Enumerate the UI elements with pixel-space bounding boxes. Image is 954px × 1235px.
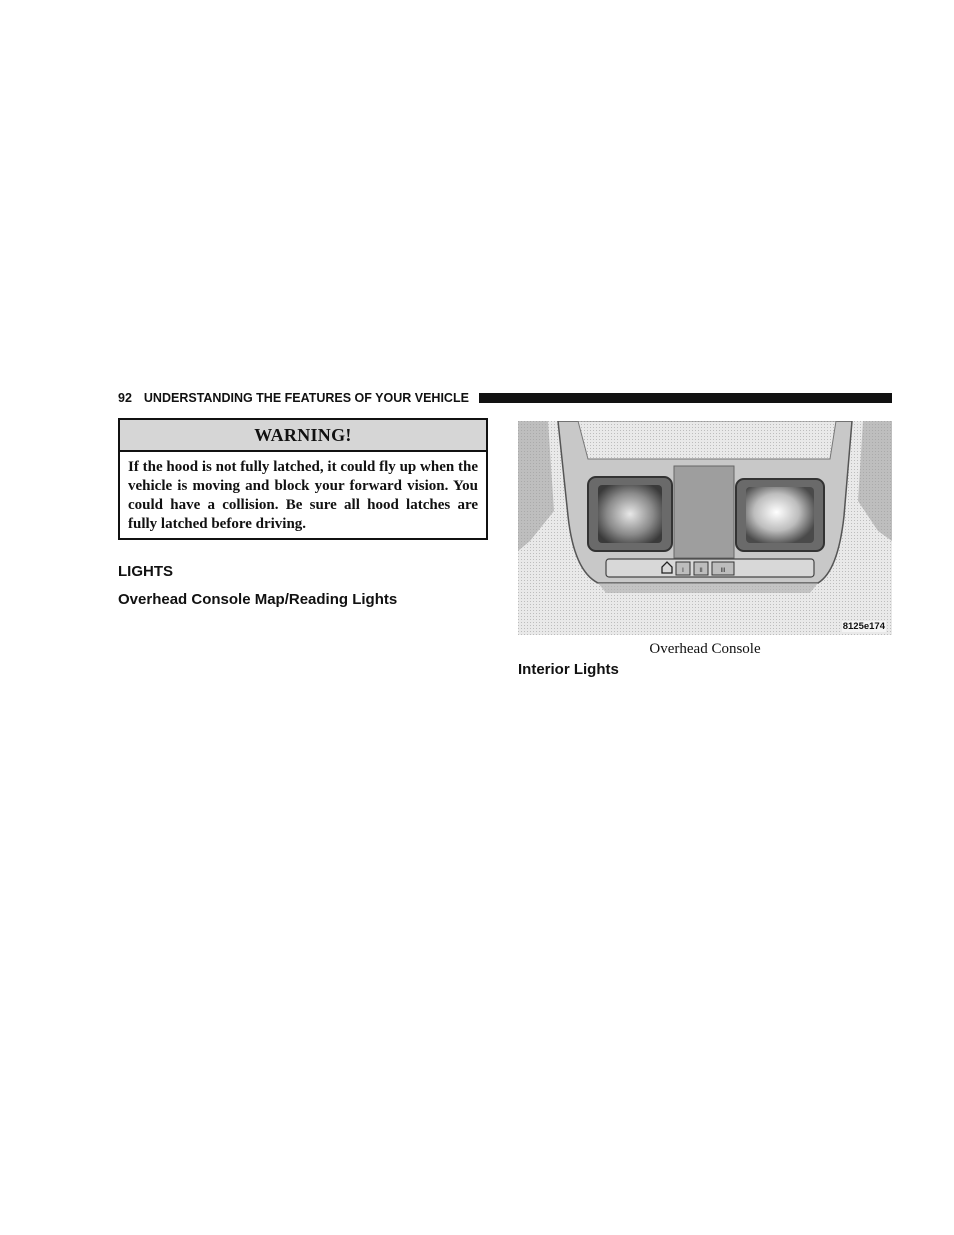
heading-overhead-console: Overhead Console Map/Reading Lights <box>118 591 398 608</box>
figure-code: 8125e174 <box>842 621 885 632</box>
figure-caption: Overhead Console <box>649 641 761 657</box>
page-header <box>118 389 892 407</box>
overhead-console-illustration <box>518 421 892 635</box>
heading-lights: LIGHTS <box>118 563 173 580</box>
warning-box <box>118 418 488 540</box>
button-label-2: II <box>699 568 703 574</box>
overhead-console-photo <box>518 421 892 635</box>
heading-interior-lights: Interior Lights <box>518 661 619 678</box>
header-rule <box>479 393 892 403</box>
warning-title: WARNING! <box>120 420 486 452</box>
section-title: UNDERSTANDING THE FEATURES OF YOUR VEHICLE <box>143 391 469 405</box>
warning-body: If the hood is not fully latched, it could fly up when the vehicle is moving and block your forward vision. You could have a collision. Be sure all hood latches are fully latched before driving. <box>128 459 478 532</box>
page-number: 92 <box>118 391 132 405</box>
button-label-1: I <box>682 568 684 574</box>
button-label-3: III <box>720 568 726 574</box>
